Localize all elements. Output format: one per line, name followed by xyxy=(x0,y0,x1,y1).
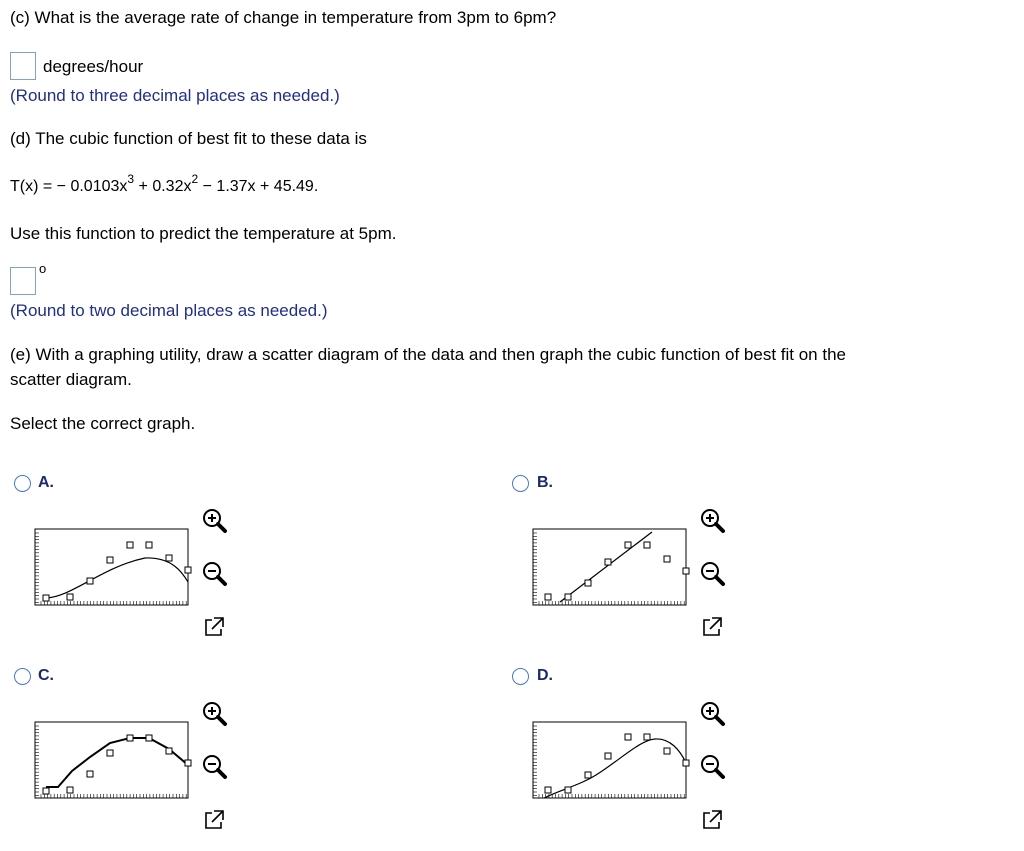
answer-c-input[interactable] xyxy=(10,52,36,80)
question-e-line2: scatter diagram. xyxy=(10,370,132,389)
degree-symbol: o xyxy=(39,261,47,276)
zoom-out-icon[interactable] xyxy=(697,559,727,589)
option-c-label: C. xyxy=(38,667,54,684)
round-hint-c: (Round to three decimal places as needed.) xyxy=(10,86,340,105)
question-c: (c) What is the average rate of change in temperature from 3pm to 6pm? xyxy=(10,8,557,27)
select-graph-instruction: Select the correct graph. xyxy=(10,414,196,433)
func-exp-2: 2 xyxy=(191,172,199,186)
radio-option-c[interactable] xyxy=(14,668,31,685)
expand-icon[interactable] xyxy=(697,805,727,835)
func-term-3: − 1.37x + 45.49. xyxy=(202,178,319,195)
radio-option-a[interactable] xyxy=(14,475,31,492)
graph-option-c[interactable] xyxy=(32,720,192,800)
zoom-in-icon[interactable] xyxy=(199,699,229,729)
radio-option-b[interactable] xyxy=(512,475,529,492)
zoom-out-icon[interactable] xyxy=(697,752,727,782)
expand-icon[interactable] xyxy=(697,612,727,642)
question-d: (d) The cubic function of best fit to these data is xyxy=(10,129,367,148)
option-b-label: B. xyxy=(537,474,553,491)
func-term-1: − 0.0103x xyxy=(56,178,128,195)
zoom-out-icon[interactable] xyxy=(199,559,229,589)
zoom-in-icon[interactable] xyxy=(697,506,727,536)
zoom-out-icon[interactable] xyxy=(199,752,229,782)
expand-icon[interactable] xyxy=(199,612,229,642)
zoom-in-icon[interactable] xyxy=(199,506,229,536)
graph-option-d[interactable] xyxy=(530,720,690,800)
expand-icon[interactable] xyxy=(199,805,229,835)
func-term-2: + 0.32x xyxy=(138,178,192,195)
radio-option-d[interactable] xyxy=(512,668,529,685)
answer-d-input[interactable] xyxy=(10,267,36,295)
option-a-label: A. xyxy=(38,474,54,491)
prompt-d: Use this function to predict the temperature at 5pm. xyxy=(10,224,397,243)
func-lhs: T(x) = xyxy=(10,178,53,195)
round-hint-d: (Round to two decimal places as needed.) xyxy=(10,301,328,320)
option-d-label: D. xyxy=(537,667,553,684)
cubic-function xyxy=(10,172,319,196)
graph-option-b[interactable] xyxy=(530,527,690,607)
zoom-in-icon[interactable] xyxy=(697,699,727,729)
graph-option-a[interactable] xyxy=(32,527,192,607)
func-exp-1: 3 xyxy=(127,172,135,186)
unit-c: degrees/hour xyxy=(43,57,144,76)
question-e-line1: (e) With a graphing utility, draw a scatter diagram of the data and then graph the cubic function of best fit on the xyxy=(10,345,846,364)
